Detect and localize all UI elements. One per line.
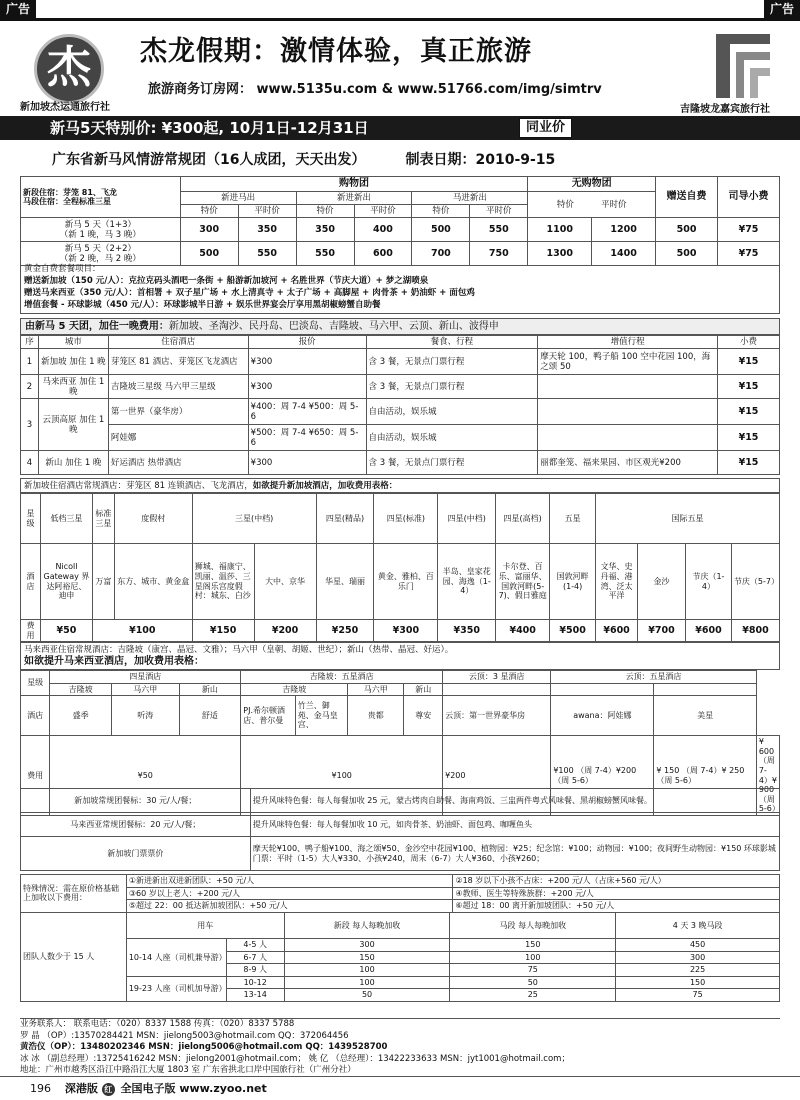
meal-cell: 自由活动，娱乐城 (366, 425, 538, 451)
row-no: 3 (21, 399, 39, 451)
col-header: 小费 (718, 336, 780, 349)
package-name: 新马 5 天（2+2） (64, 243, 136, 254)
col-header: 住宿酒店 (108, 336, 248, 349)
edition: 深港版 (64, 1082, 98, 1095)
fee-cell: 100 (284, 964, 450, 977)
fee-cell: ¥400 (496, 620, 550, 642)
level-cell: 四星(标准) (374, 494, 438, 544)
special-item: ⑤超过 22：00 抵达新加坡团队：+50 元/人 (126, 900, 453, 913)
table-row (21, 544, 780, 620)
price-cell: 1100 (528, 218, 592, 242)
hotel-cell: 云顶：第一世界豪华房 (443, 696, 551, 736)
fee-cell: ¥100 (241, 736, 443, 816)
hotel-cell: 金沙 (638, 544, 686, 620)
sg-upgrade-table (20, 493, 780, 642)
fee-cell: 300 (616, 951, 780, 964)
city-cell: 新山 (179, 683, 241, 696)
fee-cell: 450 (616, 939, 780, 952)
fee-cell: ¥600 (596, 620, 638, 642)
contacts-block (20, 1018, 780, 1077)
meal-cell: 含 3 餐，无景点门票行程 (366, 451, 538, 475)
table-date: 制表日期：2010-9-15 (405, 152, 556, 168)
price-cell: ¥300 (248, 349, 366, 375)
fee-cell: 50 (284, 989, 450, 1002)
hotel-cell: 盛季 (50, 696, 112, 736)
tip-cell: ¥15 (718, 425, 780, 451)
special-item: ①新进新出双进新团队：+50 元/人 (126, 875, 453, 888)
meal-text: 摩天轮¥100、鸭子船¥100、海之颂¥50、金沙空中花园¥100、植物园：¥25；纪念馆：¥100；动物园：¥100；夜间野生动物园：¥150 环球影城门票：平时（1-5）大人¥330、小孩¥240，周末（6-7）大人¥360、小孩¥260； (250, 837, 779, 871)
price-cell: 1300 (528, 242, 592, 266)
extension-heading (20, 318, 780, 335)
price-cell: 500 (180, 242, 238, 266)
footer-site: 全国电子版 www.zyoo.net (120, 1082, 267, 1095)
driver-tip-header: 司导小费 (718, 177, 780, 218)
col-header: 平时价 (354, 205, 412, 218)
my-upgrade-note: 马来西亚住宿常规酒店：吉隆坡（康宫、晶冠、文雅）；马六甲（皇朝、胡姬、世纪）；新山（热带、晶冠、好运）。 (24, 645, 454, 655)
col-header: 报价 (248, 336, 366, 349)
level-cell: 三星(中档) (192, 494, 316, 544)
row-no: 1 (21, 349, 39, 375)
tip-cell: ¥75 (718, 218, 780, 242)
sub-header: 马进新出 (412, 192, 528, 205)
fee-cell: ¥50 (40, 620, 92, 642)
top-rule (0, 18, 800, 21)
hotel-cell: 节庆（1-4） (685, 544, 731, 620)
sub-header: 新进新出 (296, 192, 412, 205)
price-cell: 300 (180, 218, 238, 242)
hotel-cell: 阿娃娜 (108, 425, 248, 451)
optional-sg: 赠送新加坡（150 元/人）：克拉克码头酒吧一条街 + 船游新加坡河 + 名胜世界（节庆大道）+ 梦之湖喷泉 (24, 276, 429, 286)
hotel-cell: 竹兰、御苑、金马皇宫、 (295, 696, 348, 736)
optional-my: 赠送马来西亚（350 元/人）：首相署 + 双子星广场 + 水上清真寺 + 太子广场 + 高脚屋 + 肉骨茶 + 奶油虾 + 面包鸡 (24, 288, 475, 298)
page-footer (30, 1082, 267, 1096)
hotel-cell: 尊安 (404, 696, 443, 736)
meal-text: 提升风味特色餐：每人每餐加收 10 元，如肉骨茶、奶油虾、面包鸡、咖喱鱼头 (250, 813, 779, 837)
meal-label: 马来西亚常规团餐标：20 元/人/餐； (21, 813, 251, 837)
footer-rule (0, 1076, 800, 1077)
row-no: 2 (21, 375, 39, 399)
table-row (21, 218, 780, 242)
edition-badge-icon: 红 (102, 1083, 115, 1096)
special-label: 特殊情况：需在原价格基础上加收以下费用： (21, 875, 127, 913)
meal-cell: 含 3 餐，无景点门票行程 (366, 349, 538, 375)
size-cell: 10-12 (226, 976, 284, 989)
hotel-label: 酒店 (21, 696, 50, 736)
col-header: 序 (21, 336, 39, 349)
fee-cell: 150 (284, 951, 450, 964)
col-header: 特价 (556, 199, 574, 210)
city-cell: 吉隆坡 (241, 683, 348, 696)
fee-label: 费用 (21, 736, 50, 816)
contact-line: 冰 冰 （副总经理）:13725416242 MSN：jielong2001@hotmail.com； 姚 亿 （总经理）：13422233633 MSN：jyt1001@hotmail.com； (20, 1053, 570, 1064)
table-row (21, 813, 780, 837)
price-cell: 550 (470, 218, 528, 242)
table-row (21, 887, 780, 900)
price-cell: ¥300 (248, 451, 366, 475)
hotel-cell: 半岛、皇家花园、海逸（1-4） (438, 544, 496, 620)
trade-price-tag: 同业价 (519, 118, 572, 138)
group-cell: 吉隆坡：五星酒店 (241, 671, 443, 684)
promo-text: 新马5天特别价: ¥300起, 10月1日-12月31日 (50, 119, 369, 137)
meal-cell: 含 3 餐，无景点门票行程 (366, 375, 538, 399)
special-item: ④教师、医生等特殊族群：+200 元/人 (453, 887, 780, 900)
extra-cell (538, 425, 718, 451)
hotel-cell: 好运酒店 热带酒店 (108, 451, 248, 475)
small-group-label: 团队人数少于 15 人 (21, 913, 127, 1002)
price-cell: 750 (470, 242, 528, 266)
hotel-cell: 华星、瑞丽 (316, 544, 374, 620)
car-cell: 10-14 人座（司机兼导游） (126, 939, 226, 977)
ad-label-right: 广告 (764, 0, 800, 18)
contact-line: 黄浩仪（OP）：13480202346 MSN：jielong5006@hotmail.com QQ：1439528700 (20, 1042, 388, 1052)
fee-cell: 300 (284, 939, 450, 952)
hotel-cell: 狮城、福康宁、凯丽、温莎、三星阁乐宫度假村：城东、白沙 (192, 544, 254, 620)
group-cell: 云顶：3 星酒店 (443, 671, 551, 684)
city-cell: 新山 (404, 683, 443, 696)
row-no: 4 (21, 451, 39, 475)
shopping-header: 购物团 (180, 177, 528, 192)
hotel-cell: 吉隆坡三星级 马六甲三星级 (108, 375, 248, 399)
star-label: 星级 (21, 494, 41, 544)
optional-title: 黄金自费套餐项目： (24, 264, 101, 274)
fee-cell: 50 (450, 976, 616, 989)
sg-upgrade-title: 如欲提升新加坡酒店，加收费用表格： (252, 481, 398, 491)
col-header: 4 天 3 晚马段 (616, 913, 780, 939)
size-cell: 13-14 (226, 989, 284, 1002)
col-header: 平时价 (470, 205, 528, 218)
package-detail: （新 2 晚，马 2 晚） (59, 253, 141, 264)
package-detail: （新 1 晚，马 3 晚） (59, 229, 141, 240)
no-shopping-header: 无购物团 (528, 177, 656, 192)
hotel-label: 酒店 (21, 544, 41, 620)
agency-kl: 吉隆坡龙嘉宾旅行社 (680, 104, 770, 115)
hotel-cell: 东方、城市、黄金盒 (114, 544, 192, 620)
size-cell: 4-5 人 (226, 939, 284, 952)
price-cell: 700 (412, 242, 470, 266)
col-header: 用车 (126, 913, 284, 939)
col-header: 马段 每人每晚加收 (450, 913, 616, 939)
fee-cell: ¥250 (316, 620, 374, 642)
extension-heading-cities: 新加坡、圣淘沙、民丹岛、巴淡岛、吉隆坡、马六甲、云顶、新山、波得申 (168, 321, 499, 332)
fee-cell: ¥200 (443, 736, 551, 816)
table-row (21, 451, 780, 475)
table-row (21, 425, 780, 451)
city-cell: 云顶高原 加住 1 晚 (38, 399, 108, 451)
table-row (21, 976, 780, 989)
col-header: 特价 (296, 205, 354, 218)
col-header: 特价 (180, 205, 238, 218)
extra-cell: 摩天轮 100，鸭子船 100 空中花园 100，海之颂 50 (538, 349, 718, 375)
meal-cell: 自由活动，娱乐城 (366, 399, 538, 425)
level-cell: 低档三星 (40, 494, 92, 544)
price-cell: 400 (354, 218, 412, 242)
city-cell: 马来西亚 加住 1 晚 (38, 375, 108, 399)
fee-cell: ¥700 (638, 620, 686, 642)
table-row (21, 399, 780, 425)
price-cell: 350 (238, 218, 296, 242)
group-cell: 云顶：五星酒店 (551, 671, 757, 684)
optional-packages (20, 262, 780, 314)
tip-cell: ¥15 (718, 451, 780, 475)
col-header: 城市 (38, 336, 108, 349)
special-item: ②18 岁以下小孩不占床：+200 元/人（占床+560 元/人） (453, 875, 780, 888)
city-cell: 吉隆坡 (50, 683, 112, 696)
price-cell: 500 (412, 218, 470, 242)
price-cell: ¥500：周 7-4 ¥650：周 5-6 (248, 425, 366, 451)
fee-cell: 225 (616, 964, 780, 977)
sub-header: 新进马出 (180, 192, 296, 205)
hotel-cell: 第一世界（豪华房） (108, 399, 248, 425)
meal-label: 新加坡门票票价 (21, 837, 251, 871)
gift-cell: 500 (656, 242, 718, 266)
fee-cell: ¥100 (92, 620, 192, 642)
extension-heading-bold: 由新马 5 天团，加住一晚费用： (25, 321, 169, 332)
table-row (21, 620, 780, 642)
price-cell: 1400 (592, 242, 656, 266)
level-cell: 五星 (550, 494, 596, 544)
hotel-cell: Nicoll Gateway 界达阿裕尼、迪申 (40, 544, 92, 620)
price-cell: 350 (296, 218, 354, 242)
fee-cell: ¥50 (50, 736, 241, 816)
hotel-cell: 国敦河畔(1-4) (550, 544, 596, 620)
fee-cell: ¥800 (731, 620, 779, 642)
fee-cell: ¥500 (550, 620, 596, 642)
level-cell: 四星(中档) (438, 494, 496, 544)
group-cell: 四星酒店 (50, 671, 241, 684)
extra-cell (538, 399, 718, 425)
table-row (21, 837, 780, 871)
level-cell: 度假村 (114, 494, 192, 544)
col-header: 平时价 (600, 199, 627, 210)
fee-cell: ¥150 (192, 620, 254, 642)
fee-cell: 75 (616, 989, 780, 1002)
hotel-cell: 黄金、雅柏、百乐门 (374, 544, 438, 620)
hotel-cell: 节庆（5-7） (731, 544, 779, 620)
tip-cell: ¥75 (718, 242, 780, 266)
tip-cell: ¥15 (718, 349, 780, 375)
table-row (21, 375, 780, 399)
fee-cell: ¥200 (254, 620, 316, 642)
table-row (21, 789, 780, 813)
special-table (20, 874, 780, 913)
special-item: ③60 岁以上老人：+200 元/人 (126, 887, 453, 900)
meal-label: 新加坡常规团餐标：30 元/人/餐； (21, 789, 251, 813)
contact-line: 业务联系人： 联系电话：（020）8337 1588 传真：（020）8337 5788 (20, 1019, 295, 1029)
size-cell: 8-9 人 (226, 964, 284, 977)
sg-upgrade-heading (20, 478, 780, 493)
fee-cell: ¥ 150 （周 7-4）¥ 250 （周 5-6） (654, 736, 756, 816)
hotel-note-my: 马段住宿：全程标准三星 (23, 197, 111, 207)
fee-cell: 150 (616, 976, 780, 989)
tip-cell: ¥15 (718, 399, 780, 425)
page-title: 杰龙假期：激情体验，真正旅游 (140, 36, 532, 67)
fee-cell: 75 (450, 964, 616, 977)
promo-banner (0, 116, 800, 140)
price-cell: ¥400：周 7-4 ¥500：周 5-6 (248, 399, 366, 425)
price-cell: 550 (238, 242, 296, 266)
col-header: 增值行程 (538, 336, 718, 349)
hotel-cell: 贵都 (348, 696, 404, 736)
hotel-cell: 芽笼区 81 酒店、芽笼区飞龙酒店 (108, 349, 248, 375)
col-header: 特价 (412, 205, 470, 218)
fee-cell: 150 (450, 939, 616, 952)
hotel-cell: PJ.希尔顿酒店、普尔曼 (241, 696, 295, 736)
col-header: 新段 每人每晚加收 (284, 913, 450, 939)
extra-cell (538, 375, 718, 399)
page-number: 196 (30, 1082, 51, 1095)
jielong-logo: 杰 (34, 34, 104, 104)
fee-cell: ¥350 (438, 620, 496, 642)
contact-line: 地址：广州市越秀区沿江中路沿江大厦 1803 室 广东省拱北口岸中国旅行社（广州分社） (20, 1065, 356, 1075)
subtitle (52, 152, 555, 169)
price-cell: ¥300 (248, 375, 366, 399)
fee-cell: 25 (450, 989, 616, 1002)
fee-cell: ¥ 600 （周 7-4）¥ 900 （周 5-6） (756, 736, 779, 816)
hotel-cell: 卡尔登、百乐、富丽华、国敦河畔(5-7)、假日雅庭 (496, 544, 550, 620)
level-cell: 四星(高档) (496, 494, 550, 544)
level-cell: 国际五星 (596, 494, 780, 544)
fee-cell: 100 (450, 951, 616, 964)
my-upgrade-title: 如欲提升马来西亚酒店，加收费用表格： (24, 656, 204, 667)
col-header: 餐食、行程 (366, 336, 538, 349)
fee-cell: ¥300 (374, 620, 438, 642)
city-cell: 新山 加住 1 晚 (38, 451, 108, 475)
tip-cell: ¥15 (718, 375, 780, 399)
my-upgrade-heading (20, 642, 780, 670)
col-header: 平时价 (238, 205, 296, 218)
price-cell: 600 (354, 242, 412, 266)
contact-line: 罗 晶 （OP）:13570284421 MSN：jielong5003@hotmail.com QQ：372064456 (20, 1030, 349, 1041)
extension-table (20, 335, 780, 475)
fee-cell: ¥600 (685, 620, 731, 642)
extra-cell: 丽都奎笼、福来果园、市区观光¥200 (538, 451, 718, 475)
level-cell: 标准三星 (92, 494, 114, 544)
partner-logo-icon (712, 28, 774, 100)
hotel-cell: 美星 (654, 696, 756, 736)
table-row (21, 696, 780, 736)
size-cell: 6-7 人 (226, 951, 284, 964)
hotel-cell: 文华、史丹福、港湾、泛太平洋 (596, 544, 638, 620)
meal-text: 提升风味特色餐：每人每餐加收 25 元，蒙古烤肉自助餐、海南鸡饭、三盅两件粤式风味餐、黑胡椒螃蟹风味餐。 (250, 789, 779, 813)
star-label: 星级 (21, 671, 50, 696)
table-row (21, 900, 780, 913)
hotel-cell: 听涛 (112, 696, 180, 736)
fee-label: 费用 (21, 620, 41, 642)
optional-universal: 增值套餐 - 环球影城（450 元/人）：环球影城半日游 + 娱乐世界宴会厅享用黑胡椒螃蟹自助餐 (24, 300, 381, 310)
agency-singapore: 新加坡杰运通旅行社 (20, 102, 110, 113)
table-row (21, 349, 780, 375)
hotel-cell: awana：阿娃娜 (551, 696, 654, 736)
table-row (21, 875, 780, 888)
ad-label-left: 广告 (0, 0, 36, 18)
car-cell: 19-23 人座（司机加导游） (126, 976, 226, 1001)
city-cell: 马六甲 (112, 683, 180, 696)
website-line: 旅游商务订房网： www.5135u.com & www.51766.com/img/simtrv (148, 82, 602, 97)
city-cell: 新加坡 加住 1 晚 (38, 349, 108, 375)
subtitle-text: 广东省新马风情游常规团（16人成团，天天出发） (52, 152, 366, 168)
meals-table (20, 788, 780, 871)
special-item: ⑥超过 18：00 离开新加坡团队：+50 元/人 (453, 900, 780, 913)
hotel-cell: 大中、京华 (254, 544, 316, 620)
small-group-table (20, 912, 780, 1002)
fee-cell: 100 (284, 976, 450, 989)
hotel-cell: 舒适 (179, 696, 241, 736)
level-cell: 四星(精品) (316, 494, 374, 544)
hotel-cell: 万富 (92, 544, 114, 620)
gift-header: 赠送自费 (656, 177, 718, 218)
price-cell: 550 (296, 242, 354, 266)
price-table (20, 176, 780, 266)
price-cell: 1200 (592, 218, 656, 242)
hotel-note-sg: 新段住宿：芽笼 81、飞龙 (23, 187, 117, 197)
sg-upgrade-note: 新加坡住宿酒店常规酒店：芽笼区 81 连锁酒店、飞龙酒店， (24, 481, 253, 491)
city-cell: 马六甲 (348, 683, 404, 696)
fee-cell: ¥100 （周 7-4）¥200（周 5-6） (551, 736, 654, 816)
package-name: 新马 5 天（1+3） (64, 219, 136, 230)
table-row (21, 939, 780, 952)
gift-cell: 500 (656, 218, 718, 242)
